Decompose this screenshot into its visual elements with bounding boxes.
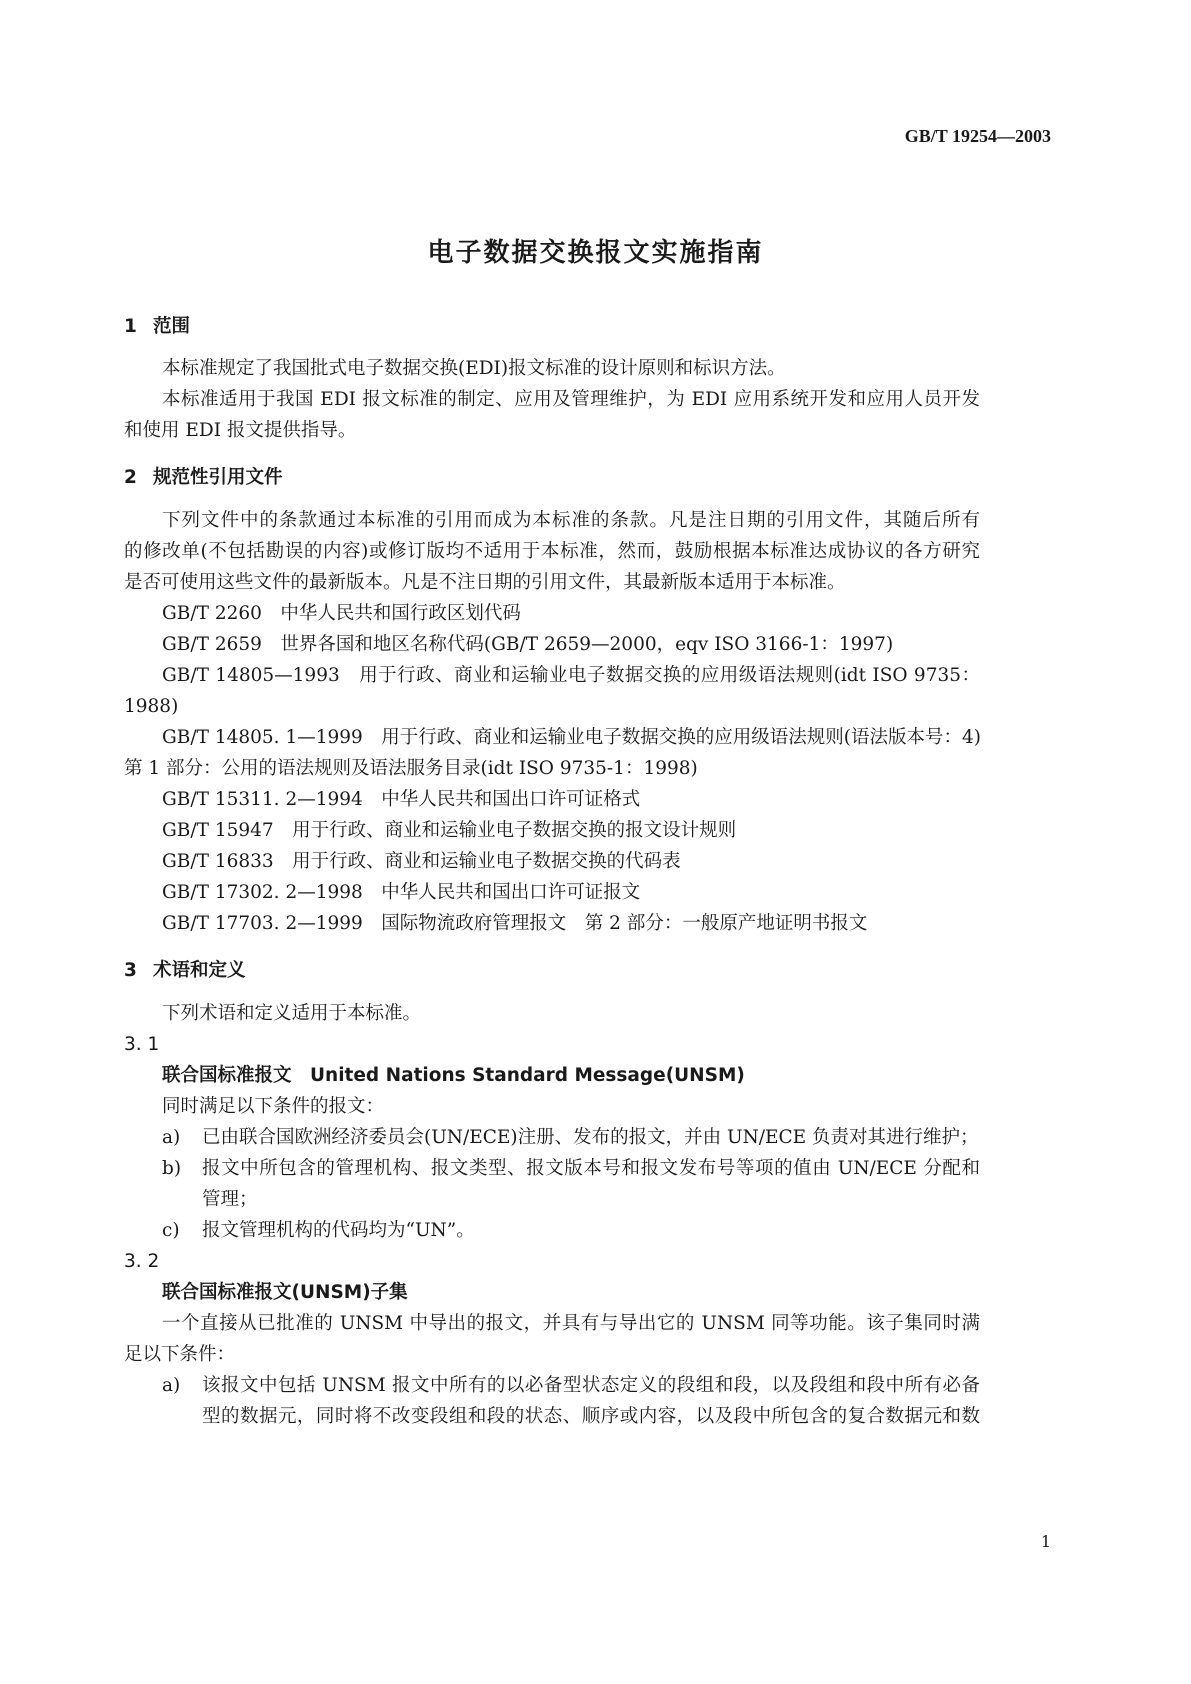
section-3-number: 3 [124,960,137,981]
list-item: 已由联合国欧洲经济委员会(UN/ECE)注册、发布的报文，并由 UN/ECE 负责对其进行维护； [202,1127,979,1148]
section-2-paragraph: 下列文件中的条款通过本标准的引用而成为本标准的条款。凡是注日期的引用文件，其随后所有 [162,510,980,531]
reference-item-continued: 第 1 部分：公用的语法规则及语法服务目录(idt ISO 9735-1：1998) [124,758,698,779]
reference-item: GB/T 14805. 1—1999 用于行政、商业和运输业电子数据交换的应用级语法规则(语法版本号：4) [162,727,981,748]
reference-item: GB/T 17302. 2—1998 中华人民共和国出口许可证报文 [162,882,641,903]
list-item: 报文管理机构的代码均为“UN”。 [202,1220,475,1241]
section-1-heading: 范围 [153,316,191,337]
list-item-continued: 管理； [202,1189,258,1210]
document-title: 电子数据交换报文实施指南 [427,238,764,268]
section-3-intro: 下列术语和定义适用于本标准。 [162,1003,422,1024]
reference-item: GB/T 2260 中华人民共和国行政区划代码 [162,603,521,624]
term-heading: 联合国标准报文(UNSM)子集 [162,1282,408,1303]
reference-item: GB/T 2659 世界各国和地区名称代码(GB/T 2659—2000，eqv ISO 3166-1：1997) [162,634,894,655]
clause-number: 3. 2 [124,1251,160,1272]
section-1-paragraph: 和使用 EDI 报文提供指导。 [124,420,357,441]
section-1-number: 1 [124,316,137,337]
clause-number: 3. 1 [124,1034,160,1055]
reference-item: GB/T 17703. 2—1999 国际物流政府管理报文 第 2 部分：一般原产地证明书报文 [162,913,868,934]
list-label: b) [162,1158,182,1179]
list-label: c) [162,1220,180,1241]
term-definition-continued: 足以下条件： [124,1344,236,1365]
term-definition: 同时满足以下条件的报文： [162,1096,385,1117]
section-2-paragraph: 是否可使用这些文件的最新版本。凡是不注日期的引用文件，其最新版本适用于本标准。 [124,572,846,593]
section-3-heading: 术语和定义 [153,960,246,981]
page-number: 1 [1040,1532,1051,1551]
list-label: a) [162,1375,181,1396]
list-item: 该报文中包括 UNSM 报文中所有的以必备型状态定义的段组和段，以及段组和段中所有必备 [202,1375,980,1396]
section-1-paragraph: 本标准适用于我国 EDI 报文标准的制定、应用及管理维护，为 EDI 应用系统开发和应用人员开发 [162,389,980,410]
list-label: a) [162,1127,181,1148]
section-1-paragraph: 本标准规定了我国批式电子数据交换(EDI)报文标准的设计原则和标识方法。 [162,358,786,379]
term-heading: 联合国标准报文 United Nations Standard Message(UNSM) [162,1065,745,1086]
list-item: 报文中所包含的管理机构、报文类型、报文版本号和报文发布号等项的值由 UN/ECE 分配和 [202,1158,980,1179]
reference-item: GB/T 15947 用于行政、商业和运输业电子数据交换的报文设计规则 [162,820,737,841]
reference-item: GB/T 16833 用于行政、商业和运输业电子数据交换的代码表 [162,851,681,872]
section-2-paragraph: 的修改单(不包括勘误的内容)或修订版均不适用于本标准，然而，鼓励根据本标准达成协议的各方研究 [124,541,980,562]
reference-item: GB/T 15311. 2—1994 中华人民共和国出口许可证格式 [162,789,641,810]
term-definition: 一个直接从已批准的 UNSM 中导出的报文，并具有与导出它的 UNSM 同等功能。该子集同时满 [162,1313,980,1334]
list-item-continued: 型的数据元，同时将不改变段组和段的状态、顺序或内容，以及段中所包含的复合数据元和数 [202,1406,980,1427]
section-2-heading: 规范性引用文件 [153,467,283,488]
section-2-number: 2 [124,467,137,488]
reference-item: GB/T 14805—1993 用于行政、商业和运输业电子数据交换的应用级语法规则(idt ISO 9735： [162,665,980,686]
reference-item-continued: 1988) [124,696,179,717]
standard-number: GB/T 19254—2003 [904,126,1051,146]
